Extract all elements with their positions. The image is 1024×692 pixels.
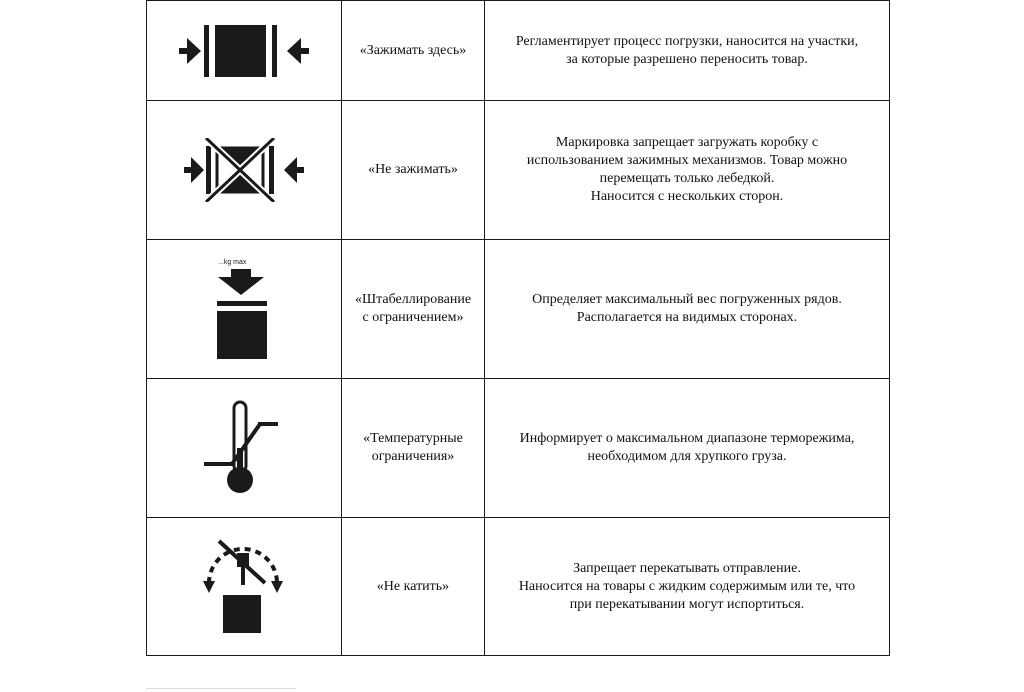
icon-cell xyxy=(147,240,342,379)
marking-description: Определяет максимальный вес погруженных рядов. Располагается на видимых сторонах. xyxy=(532,292,842,325)
marking-name: «Не зажимать» xyxy=(368,162,458,177)
icon-label: ...kg max xyxy=(218,259,247,266)
table-row xyxy=(147,101,890,240)
divider xyxy=(146,688,296,689)
table-row xyxy=(147,1,890,101)
name-cell xyxy=(342,379,485,518)
icon-cell xyxy=(147,1,342,101)
table-row xyxy=(147,379,890,518)
description-cell xyxy=(485,240,890,379)
table-row xyxy=(147,240,890,379)
do-not-roll-icon xyxy=(199,539,289,635)
clamp-here-icon xyxy=(179,19,309,83)
table-row xyxy=(147,518,890,656)
name-cell xyxy=(342,518,485,656)
description-cell xyxy=(485,1,890,101)
icon-cell xyxy=(147,518,342,656)
marking-name: «Температурные ограничения» xyxy=(363,431,463,464)
marking-description: Информирует о максимальном диапазоне терморежима, необходимом для хрупкого груза. xyxy=(519,431,855,464)
description-cell xyxy=(485,101,890,240)
marking-name: «Зажимать здесь» xyxy=(359,42,467,58)
name-cell xyxy=(342,240,485,379)
marking-description: Маркировка запрещает загружать коробку с использованием зажимных механизмов. Товар можно перемещать только лебедкой. Наносится с нескольких сторон. xyxy=(526,135,848,204)
name-cell xyxy=(342,101,485,240)
description-cell xyxy=(485,518,890,656)
marking-name: «Не катить» xyxy=(376,578,450,594)
marking-description: Запрещает перекатывать отправление. Наносится на товары с жидким содержимым или те, что при перекатывании могут испортиться. xyxy=(518,560,856,612)
markings-table xyxy=(146,0,890,656)
name-cell xyxy=(342,1,485,101)
marking-name: «Штабеллирование с ограничением» xyxy=(354,292,472,325)
stacking-limit-icon xyxy=(204,257,284,361)
icon-cell xyxy=(147,101,342,240)
temperature-limits-icon xyxy=(204,398,284,498)
marking-description: Регламентирует процесс погрузки, наносится на участки, за которые разрешено переносить товар. xyxy=(515,33,859,67)
do-not-clamp-icon xyxy=(184,138,304,202)
icon-cell xyxy=(147,379,342,518)
description-cell xyxy=(485,379,890,518)
